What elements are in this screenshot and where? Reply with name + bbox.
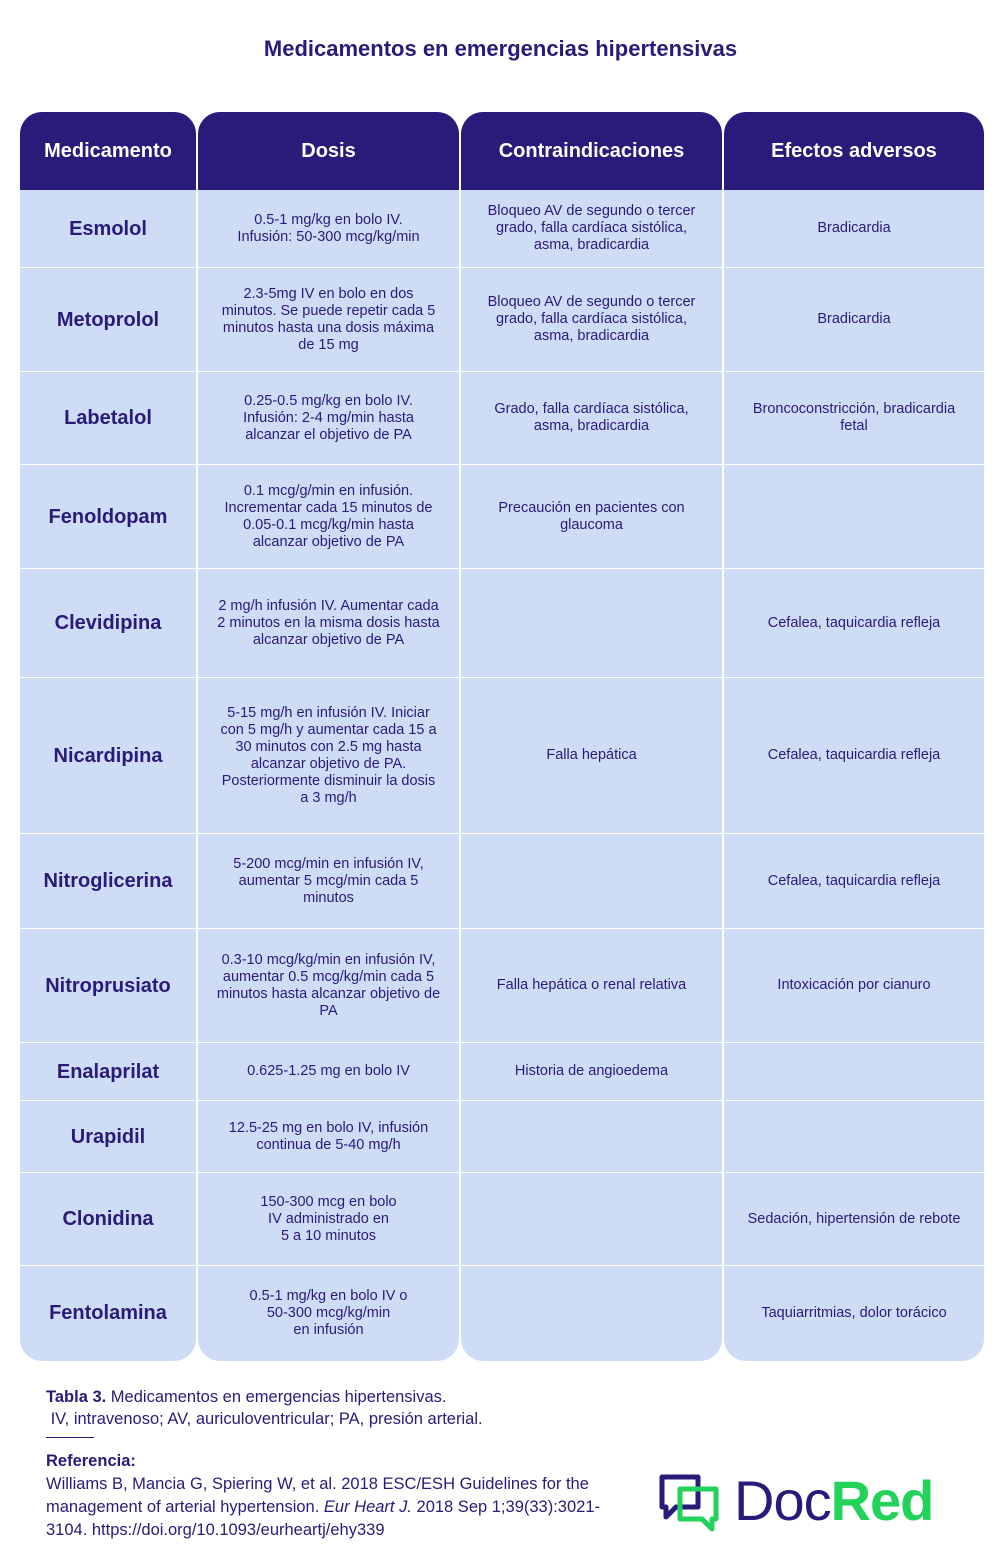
contraindicaciones-cell — [461, 833, 722, 928]
efectos-adversos-cell — [724, 677, 984, 833]
drug-name-cell — [20, 1100, 196, 1172]
efectos-adversos-cell — [724, 371, 984, 464]
dosis-text: 0.1 mcg/g/min en infusión. Incrementar cada 15 minutos de 0.05-0.1 mcg/kg/min hasta alcanzar objetivo de PA — [224, 482, 433, 550]
dosis-cell — [198, 464, 459, 568]
column-contraindicaciones — [461, 112, 722, 1361]
drug-name-cell — [20, 371, 196, 464]
contraindicaciones-text: Grado, falla cardíaca sistólica, asma, bradicardia — [494, 401, 689, 434]
drug-name: Nicardipina — [53, 744, 163, 767]
efectos-adversos-cell — [724, 1265, 984, 1360]
drug-name-cell — [20, 1042, 196, 1100]
dosis-text: 2 mg/h infusión IV. Aumentar cada 2 minutos en la misma dosis hasta alcanzar objetivo de PA — [217, 597, 440, 648]
dosis-text: 0.5-1 mg/kg en bolo IV o 50-300 mcg/kg/min en infusión — [249, 1287, 408, 1338]
contraindicaciones-cell — [461, 464, 722, 568]
drug-name-cell — [20, 677, 196, 833]
chat-bubbles-icon — [656, 1469, 724, 1533]
dosis-cell — [198, 1172, 459, 1265]
dosis-cell — [198, 1100, 459, 1172]
dosis-cell — [198, 1265, 459, 1360]
reference-label: Referencia: — [46, 1452, 136, 1470]
reference-text: Williams B, Mancia G, Spiering W, et al. 2018 ESC/ESH Guidelines for the management of arterial hypertension. — [46, 1475, 589, 1516]
efectos-adversos-text: Sedación, hipertensión de rebote — [747, 1210, 961, 1227]
efectos-adversos-text: Cefalea, taquicardia refleja — [767, 614, 941, 631]
drug-name: Esmolol — [69, 217, 147, 240]
dosis-text: 0.625-1.25 mg en bolo IV — [247, 1063, 410, 1079]
contraindicaciones-text: Falla hepática o renal relativa — [496, 977, 687, 993]
contraindicaciones-cell — [461, 677, 722, 833]
dosis-text: 5-200 mcg/min en infusión IV, aumentar 5 mcg/min cada 5 minutos — [233, 855, 424, 906]
docred-logo — [656, 1468, 966, 1534]
drug-name-cell — [20, 190, 196, 267]
drug-name-cell — [20, 267, 196, 371]
reference-journal: Eur Heart J. — [323, 1498, 412, 1516]
efectos-adversos-text: Cefalea, taquicardia refleja — [767, 747, 941, 763]
page-title: Medicamentos en emergencias hipertensivas — [263, 36, 738, 61]
contraindicaciones-cell — [461, 190, 722, 267]
dosis-text: 5-15 mg/h en infusión IV. Iniciar con 5 mg/h y aumentar cada 15 a 30 minutos con 2.5 mg hasta alcanzar objetivo de PA. Posteriormente disminuir la dosis a 3 mg/h — [220, 704, 437, 806]
contraindicaciones-text: Bloqueo AV de segundo o tercer grado, falla cardíaca sistólica, asma, bradicardia — [487, 294, 696, 344]
drug-name: Metoprolol — [56, 308, 160, 331]
dosis-cell — [198, 568, 459, 677]
drug-name-cell — [20, 1265, 196, 1360]
dosis-cell — [198, 677, 459, 833]
drug-name: Clonidina — [62, 1208, 154, 1230]
dosis-text: 0.3-10 mcg/kg/min en infusión IV, aumentar 0.5 mcg/kg/min cada 5 minutos hasta alcanzar objetivo de PA — [216, 951, 441, 1019]
dosis-cell — [198, 833, 459, 928]
contraindicaciones-cell — [461, 1172, 722, 1265]
efectos-adversos-text: Bradicardia — [817, 311, 891, 327]
column-header-dosis: Dosis — [198, 112, 459, 190]
caption-label: Tabla 3. — [46, 1388, 107, 1406]
drug-name: Labetalol — [64, 407, 152, 429]
drug-name-cell — [20, 833, 196, 928]
dosis-text: 12.5-25 mg en bolo IV, infusión continua de 5-40 mg/h — [228, 1119, 429, 1153]
logo-text-doc: Doc — [734, 1469, 831, 1532]
contraindicaciones-cell — [461, 371, 722, 464]
contraindicaciones-cell — [461, 568, 722, 677]
column-header-medicamento: Medicamento — [20, 112, 196, 190]
efectos-adversos-cell — [724, 568, 984, 677]
drug-name: Fenoldopam — [48, 505, 168, 528]
drug-name-cell — [20, 928, 196, 1042]
contraindicaciones-text: Precaución en pacientes con glaucoma — [498, 499, 685, 533]
drug-name-cell — [20, 1172, 196, 1265]
caption-divider — [46, 1437, 94, 1438]
dosis-text: 0.25-0.5 mg/kg en bolo IV. Infusión: 2-4 mg/min hasta alcanzar el objetivo de PA — [243, 392, 414, 443]
drug-name: Nitroprusiato — [45, 974, 171, 997]
logo-text-red: Red — [830, 1469, 934, 1532]
table-caption — [46, 1386, 483, 1430]
contraindicaciones-text: Bloqueo AV de segundo o tercer grado, falla cardíaca sistólica, asma, bradicardia — [487, 203, 696, 253]
column-medicamento — [20, 112, 196, 1361]
contraindicaciones-cell — [461, 1100, 722, 1172]
dosis-cell — [198, 190, 459, 267]
efectos-adversos-cell — [724, 1100, 984, 1172]
dosis-cell — [198, 928, 459, 1042]
efectos-adversos-cell — [724, 1042, 984, 1100]
reference-citation: 2018 Sep 1;39(33):3021-3104. https://doi.org/10.1093/eurheartj/ehy339 — [46, 1498, 600, 1539]
dosis-cell — [198, 1042, 459, 1100]
efectos-adversos-text: Broncoconstricción, bradicardia fetal — [752, 401, 956, 434]
efectos-adversos-cell — [724, 190, 984, 267]
dosis-cell — [198, 267, 459, 371]
column-header-efectos-adversos: Efectos adversos — [724, 112, 984, 190]
efectos-adversos-cell — [724, 1172, 984, 1265]
drug-name-cell — [20, 568, 196, 677]
caption-abbreviations: IV, intravenoso; AV, auriculoventricular; PA, presión arterial. — [50, 1410, 483, 1428]
reference — [46, 1450, 636, 1542]
drug-name-cell — [20, 464, 196, 568]
contraindicaciones-cell — [461, 267, 722, 371]
drug-name: Urapidil — [70, 1125, 146, 1148]
contraindicaciones-text: Historia de angioedema — [514, 1063, 669, 1079]
efectos-adversos-cell — [724, 464, 984, 568]
drug-name: Clevidipina — [54, 612, 162, 634]
drug-name: Fentolamina — [49, 1302, 167, 1324]
dosis-cell — [198, 371, 459, 464]
contraindicaciones-cell — [461, 928, 722, 1042]
contraindicaciones-text: Falla hepática — [546, 747, 637, 763]
efectos-adversos-cell — [724, 928, 984, 1042]
column-dosis — [198, 112, 459, 1361]
column-efectos-adversos — [724, 112, 984, 1361]
efectos-adversos-text: Taquiarritmias, dolor torácico — [761, 1304, 947, 1321]
efectos-adversos-cell — [724, 267, 984, 371]
caption-text: Medicamentos en emergencias hipertensivas. — [106, 1388, 447, 1406]
drug-name: Enalaprilat — [56, 1060, 160, 1083]
dosis-text: 150-300 mcg en bolo IV administrado en 5 a 10 minutos — [260, 1193, 397, 1244]
dosis-text: 2.3-5mg IV en bolo en dos minutos. Se puede repetir cada 5 minutos hasta una dosis máxima de 15 mg — [221, 285, 436, 353]
efectos-adversos-text: Cefalea, taquicardia refleja — [767, 872, 941, 889]
contraindicaciones-cell — [461, 1265, 722, 1360]
efectos-adversos-text: Intoxicación por cianuro — [777, 977, 931, 993]
drug-name: Nitroglicerina — [43, 870, 173, 892]
efectos-adversos-text: Bradicardia — [817, 220, 891, 236]
contraindicaciones-cell — [461, 1042, 722, 1100]
dosis-text: 0.5-1 mg/kg en bolo IV. Infusión: 50-300 mcg/kg/min — [237, 211, 420, 245]
column-header-contraindicaciones: Contraindicaciones — [461, 112, 722, 190]
efectos-adversos-cell — [724, 833, 984, 928]
